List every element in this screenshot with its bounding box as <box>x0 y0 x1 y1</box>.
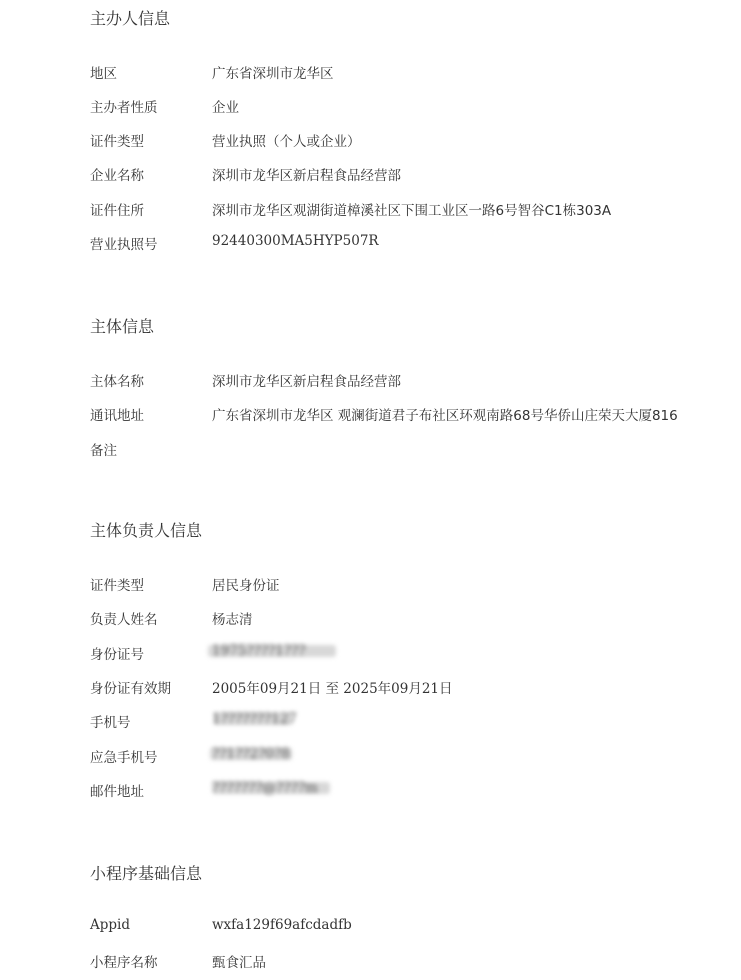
license-number-value: 92440300MA5HYP507R <box>212 233 379 249</box>
id-number-label: 身份证号 <box>90 647 144 663</box>
email-value-redacted: ???????@????m <box>212 780 318 796</box>
phone-label: 手机号 <box>90 715 131 731</box>
company-name-label: 企业名称 <box>90 168 144 184</box>
appid-value: wxfa129f69afcdadfb <box>212 917 352 933</box>
principal-section-title: 主体负责人信息 <box>90 521 203 540</box>
miniprogram-section-title: 小程序基础信息 <box>90 864 203 883</box>
principal-cert-type-value: 居民身份证 <box>212 578 280 594</box>
cert-address-label: 证件住所 <box>90 203 144 219</box>
miniprogram-name-value: 甄食汇品 <box>212 955 266 971</box>
entity-name-value: 深圳市龙华区新启程食品经营部 <box>212 374 401 390</box>
entity-section-title: 主体信息 <box>90 317 155 336</box>
appid-label: Appid <box>90 917 130 933</box>
license-number-label: 营业执照号 <box>90 237 158 253</box>
principal-name-label: 负责人姓名 <box>90 612 158 628</box>
emergency-phone-value-redacted: ??1??2?0?8 <box>212 746 290 762</box>
cert-type-label: 证件类型 <box>90 134 144 150</box>
principal-cert-type-label: 证件类型 <box>90 578 144 594</box>
sponsor-nature-value: 企业 <box>212 100 239 116</box>
emergency-phone-label: 应急手机号 <box>90 750 158 766</box>
entity-name-label: 主体名称 <box>90 374 144 390</box>
sponsor-section-title: 主办人信息 <box>90 9 171 28</box>
mailing-address-value: 广东省深圳市龙华区 观澜街道君子布社区环观南路68号华侨山庄荣天大厦816 <box>212 408 678 424</box>
company-name-value: 深圳市龙华区新启程食品经营部 <box>212 168 401 184</box>
cert-address-value: 深圳市龙华区观湖街道樟溪社区下围工业区一路6号智谷C1栋303A <box>212 203 612 219</box>
miniprogram-name-label: 小程序名称 <box>90 955 158 971</box>
id-validity-label: 身份证有效期 <box>90 681 171 697</box>
phone-value-redacted: 1???????127 <box>212 711 298 727</box>
id-validity-value: 2005年09月21日 至 2025年09月21日 <box>212 681 453 697</box>
remarks-label: 备注 <box>90 443 117 459</box>
cert-type-value: 营业执照（个人或企业） <box>212 134 361 150</box>
region-label: 地区 <box>90 66 117 82</box>
id-number-value-redacted: 1975????1??? <box>212 643 306 659</box>
mailing-address-label: 通讯地址 <box>90 408 144 424</box>
sponsor-nature-label: 主办者性质 <box>90 100 158 116</box>
region-value: 广东省深圳市龙华区 <box>212 66 334 82</box>
principal-name-value: 杨志清 <box>212 612 253 628</box>
email-label: 邮件地址 <box>90 784 144 800</box>
